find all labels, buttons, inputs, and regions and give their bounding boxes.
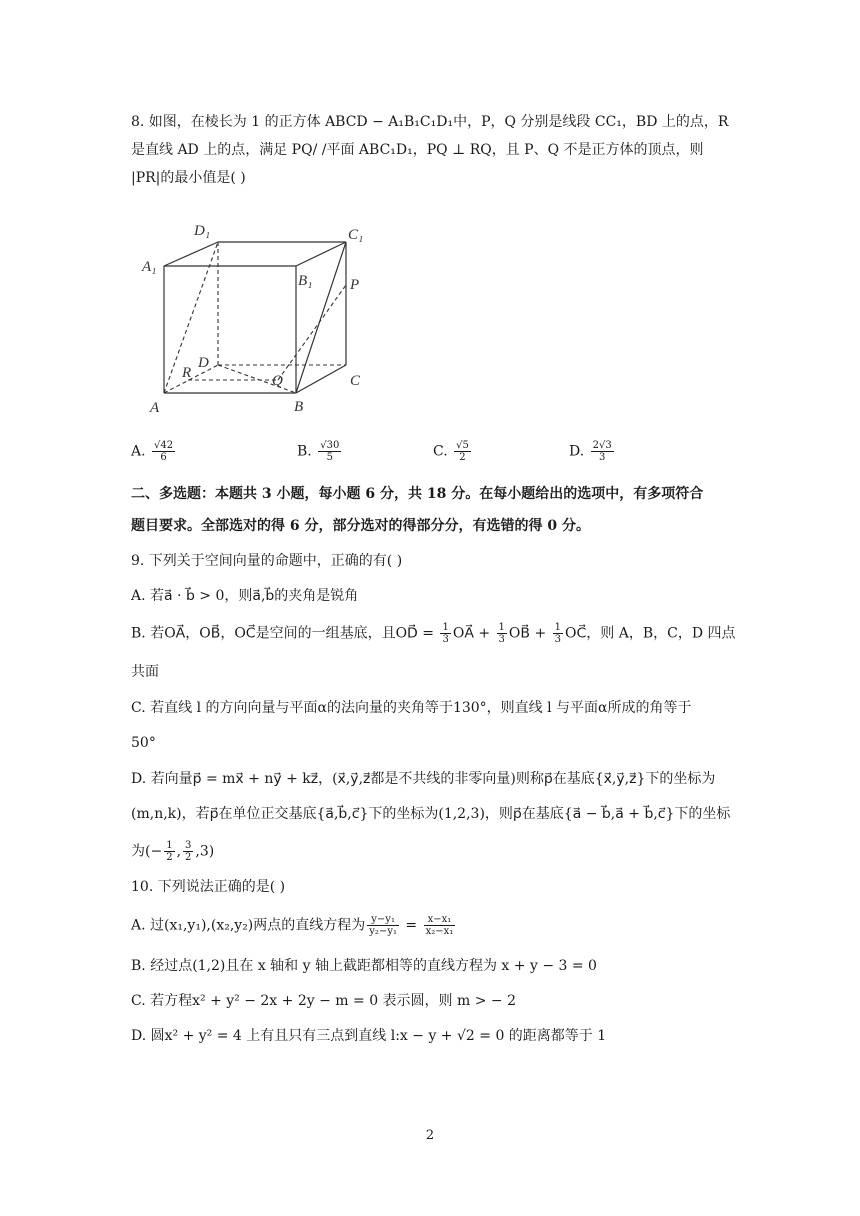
fraction: $\frac{\text{y−y₁}}{\text{y₂−y₁}}$ [369,914,397,937]
fraction: $\frac{√5}{2}$ [456,440,469,463]
label-d1: D₁ [194,223,211,239]
q9-option-c-line1: C. 若直线 l 的方向向量与平面α的法向量的夹角等于130°，则直线 l 与平面α所成的角等于 [131,700,692,716]
q9-option-b-line2: 共面 [131,664,159,680]
fraction: $\frac{\text{x−x₁}}{\text{x₂−x₁}}$ [425,914,454,937]
q8-option-d: D. $\frac{2√3}{3}$ [569,440,612,463]
q10-stem: 10. 下列说法正确的是( ) [131,879,286,895]
hidden-qp [278,285,346,380]
label-b1: B₁ [298,273,313,289]
q8-line1: 8. 如图，在棱长为 1 的正方体 ABCD − A₁B₁C₁D₁中，P，Q 分别是线段 CC₁，BD 上的点，R [131,114,729,130]
cube-figure [138,215,378,420]
label-r: R [182,365,192,381]
fraction: $\frac{1}{3}$ [498,622,505,645]
q10-option-a: A. 过(x₁,y₁),(x₂,y₂)两点的直线方程为 $\frac{\text{y−y₁}}{\text{y₂−y₁}}$ = $\frac{\text{x−x₁}}{\text{x₂−x₁}}$ [131,914,454,937]
label-a1: A₁ [142,259,157,275]
page-number: 2 [425,1128,435,1143]
fraction: $\frac{1}{3}$ [554,622,561,645]
edge-a1d1 [164,242,218,266]
label-c1: C₁ [348,227,364,243]
q9-option-d-line1: D. 若向量p⃗ = mx⃗ + ny⃗ + kz⃗，(x⃗,y⃗,z⃗都是不共线的非零向量)则称p⃗在基底{x⃗,y⃗,z⃗}下的坐标为 [131,771,716,787]
q9-option-d-line3: 为(− $\frac{1}{2}$ , $\frac{3}{2}$ ,3) [131,840,215,863]
label-b: B [294,399,304,415]
fraction: $\frac{√30}{5}$ [320,440,340,463]
q9-option-d-line2: (m,n,k)，若p⃗在单位正交基底{a⃗,b⃗,c⃗}下的坐标为(1,2,3)，则p⃗在基底{a⃗ − b⃗,a⃗ + b⃗,c⃗}下的坐标 [131,806,731,822]
hidden-db [218,365,296,393]
fraction: $\frac{1}{2}$ [166,840,173,863]
q10-option-d: D. 圆x² + y² = 4 上有且只有三点到直线 l:x − y + √2 = 0 的距离都等于 1 [131,1028,607,1044]
label-p: P [350,277,360,293]
q9-option-b-line1: B. 若OA⃗，OB⃗，OC⃗是空间的一组基底，且OD⃗ = $\frac{1}{3}$ OA⃗ + $\frac{1}{3}$ OB⃗ + $\frac{1}{3}$ OC⃗，则 A，B，C，D 四点 [131,622,736,645]
q8-line3: |PR|的最小值是( ) [131,170,246,186]
label-c: C [350,373,361,389]
q8-option-c: C. $\frac{√5}{2}$ [433,440,469,463]
label-d: D [198,355,209,371]
q9-option-a: A. 若a⃗ · b⃗ > 0，则a⃗,b⃗的夹角是锐角 [131,588,359,604]
q8-line2: 是直线 AD 上的点，满足 PQ/ /平面 ABC₁D₁，PQ ⊥ RQ，且 P、Q 不是正方体的顶点，则 [131,142,704,158]
section-header-line2: 题目要求。全部选对的得 6 分，部分选对的得部分分，有选错的得 0 分。 [131,518,590,534]
label-a: A [150,400,160,416]
edge-bc1 [296,242,346,393]
q10-option-b: B. 经过点(1,2)且在 x 轴和 y 轴上截距都相等的直线方程为 x + y − 3 = 0 [131,958,597,974]
section-header-line1: 二、多选题：本题共 3 小题，每小题 6 分，共 18 分。在每小题给出的选项中，有多项符合 [131,486,704,502]
fraction: $\frac{1}{3}$ [442,622,449,645]
fraction: $\frac{3}{2}$ [185,840,192,863]
fraction: $\frac{√42}{6}$ [154,440,174,463]
q8-option-b: B. $\frac{√30}{5}$ [297,440,340,463]
fraction: $\frac{2√3}{3}$ [592,440,612,463]
q9-stem: 9. 下列关于空间向量的命题中，正确的有( ) [131,553,403,569]
edge-b1c1 [296,242,346,266]
q8-option-a: A. $\frac{√42}{6}$ [131,440,174,463]
q10-option-c: C. 若方程x² + y² − 2x + 2y − m = 0 表示圆，则 m > − 2 [131,993,516,1009]
q9-option-c-line2: 50° [131,735,156,751]
label-q: Q [272,373,283,389]
